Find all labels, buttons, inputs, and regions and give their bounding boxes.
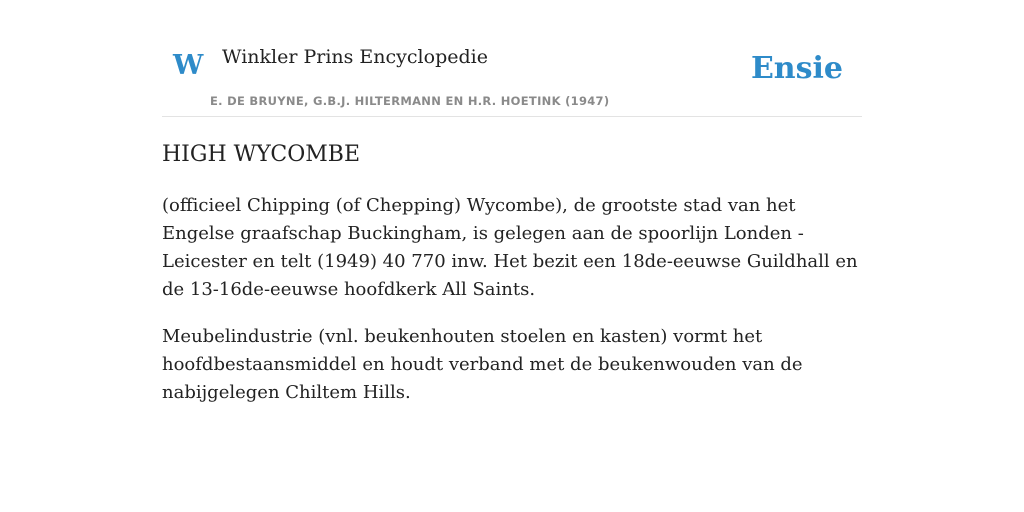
article-paragraph: (officieel Chipping (of Chepping) Wycombe), de grootste stad van het Engelse graafschap Buckingham, is gelegen aan de spoorlijn Londen - Leicester en telt (1949) 40 770 inw. Het bezit een 18de-eeuwse Guildhall en de 13-16de-eeuwse hoofdkerk All Saints. — [162, 195, 858, 300]
winkler-prins-logo[interactable]: W — [173, 50, 204, 81]
article-body — [162, 192, 862, 426]
encyclopedia-authors: E. DE BRUYNE, G.B.J. HILTERMANN EN H.R. HOETINK (1947) — [210, 94, 610, 108]
ensie-logo-link[interactable]: Ensie — [750, 51, 843, 86]
article-paragraph: Meubelindustrie (vnl. beukenhouten stoelen en kasten) vormt het hoofdbestaansmiddel en houdt verband met de beukenwouden van de nabijgelegen Chiltem Hills. — [162, 326, 803, 403]
encyclopedia-title-link[interactable]: Winkler Prins Encyclopedie — [222, 46, 488, 68]
article-title: HIGH WYCOMBE — [162, 142, 360, 167]
encyclopedia-header — [162, 0, 862, 117]
